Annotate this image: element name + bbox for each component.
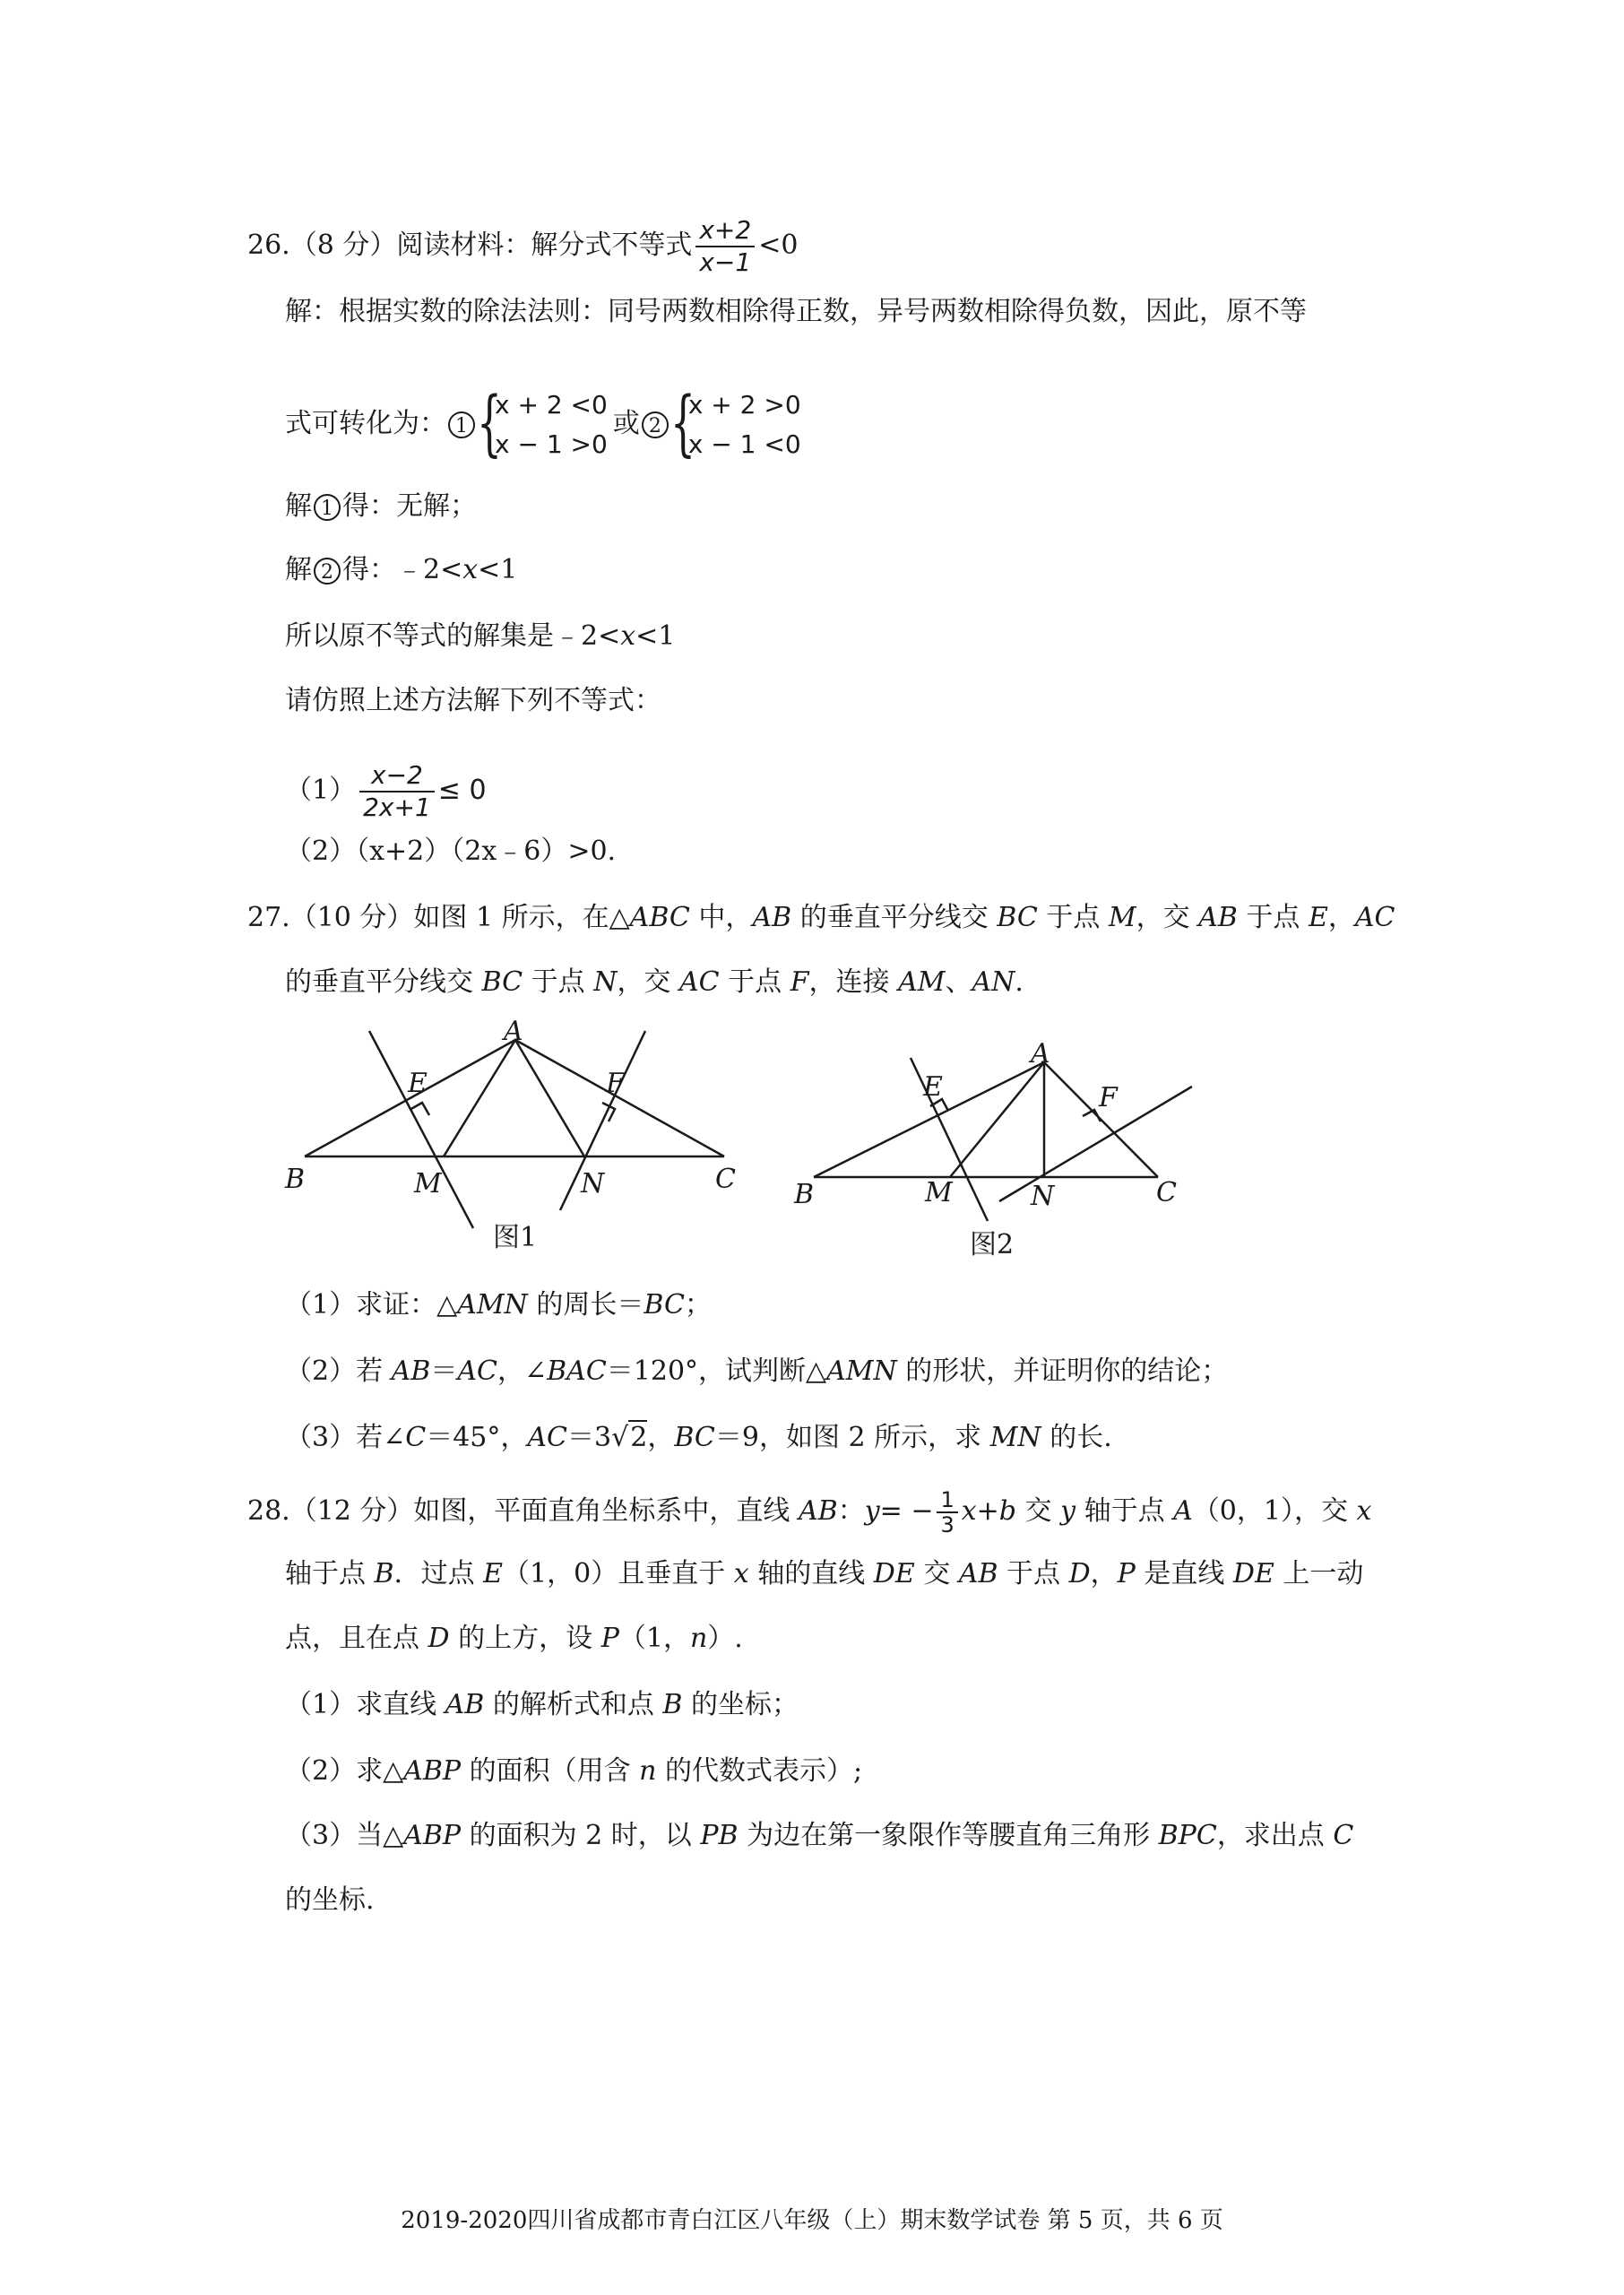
fig2-caption: 图2 bbox=[970, 1229, 1015, 1260]
fig1-label-C: C bbox=[715, 1164, 736, 1195]
q28-fraction: $\frac{1}{3}$ bbox=[937, 1488, 957, 1537]
circle-number-1: 1 bbox=[448, 411, 475, 438]
q28-line3: 点，且在点 D 的上方，设 P（1，n）. bbox=[285, 1623, 743, 1654]
q27-line2: 的垂直平分线交 BC 于点 N，交 AC 于点 F，连接 AM、AN. bbox=[285, 966, 1024, 998]
q26-instruction: 请仿照上述方法解下列不等式： bbox=[285, 685, 661, 716]
q26-header: 26.（8 分）阅读材料：解分式不等式 $\frac{x+2}{x-1}$ <0 bbox=[247, 215, 799, 277]
fig1-label-A: A bbox=[504, 1018, 523, 1047]
figure-1 bbox=[278, 1018, 744, 1269]
q28-part3: （3）当△ABP 的面积为 2 时，以 PB 为边在第一象限作等腰直角三角形 BPC，求出点 C bbox=[285, 1820, 1354, 1851]
fig2-label-A: A bbox=[1031, 1038, 1050, 1070]
page-footer: 2019-2020四川省成都市青白江区八年级（上）期末数学试卷 第 5 页，共 6 页 bbox=[401, 2207, 1223, 2234]
fig2-label-M: M bbox=[925, 1177, 953, 1208]
q28-part2: （2）求△ABP 的面积（用含 n 的代数式表示）; bbox=[285, 1755, 863, 1787]
q26-step1: 解 1 得：无解； bbox=[285, 490, 477, 522]
q28-line2: 轴于点 B．过点 E（1，0）且垂直于 x 轴的直线 DE 交 AB 于点 D，P 是直线 DE 上一动 bbox=[285, 1558, 1364, 1589]
q26-conclusion: 所以原不等式的解集是﹣2<x<1 bbox=[285, 620, 676, 652]
circle-number-2: 2 bbox=[642, 411, 669, 438]
inequality-system-1: { x + 2 <0 x − 1 >0 bbox=[477, 381, 608, 464]
q26-solution-line2: 式可转化为： 1 { x + 2 <0 x − 1 >0 或 2 { x + 2 >0 x − 1 <0 bbox=[285, 381, 801, 464]
q27-part2: （2）若 AB＝AC，∠BAC＝120°，试判断△AMN 的形状，并证明你的结论； bbox=[285, 1355, 1229, 1387]
fig1-label-B: B bbox=[285, 1164, 306, 1195]
q26-solution-line1: 解：根据实数的除法法则：同号两数相除得正数，异号两数相除得负数，因此，原不等 bbox=[285, 296, 1307, 327]
q26-fraction: $\frac{x+2}{x-1}$ bbox=[695, 215, 755, 278]
fig1-caption: 图1 bbox=[493, 1222, 538, 1253]
q28-line1: 28.（12 分）如图，平面直角坐标系中，直线 AB：y= − $\frac{1}{3}$ x+b 交 y 轴于点 A（0，1），交 x bbox=[247, 1487, 1372, 1537]
q26-part1-fraction: $\frac{x-2}{2x+1}$ bbox=[359, 760, 435, 823]
fig2-label-F: F bbox=[1099, 1082, 1118, 1113]
fig2-label-E: E bbox=[923, 1071, 943, 1103]
circle-number-2: 2 bbox=[314, 558, 341, 585]
fig2-label-C: C bbox=[1156, 1177, 1177, 1208]
circle-number-1: 1 bbox=[314, 494, 341, 521]
figure-2 bbox=[789, 1018, 1201, 1286]
fig1-label-E: E bbox=[408, 1068, 428, 1099]
fig1-label-N: N bbox=[581, 1168, 605, 1199]
fig1-label-M: M bbox=[414, 1168, 442, 1199]
q27-part3: （3）若∠C＝45°，AC＝3√2，BC＝9，如图 2 所示，求 MN 的长. bbox=[285, 1422, 1112, 1453]
inequality-system-2: { x + 2 >0 x − 1 <0 bbox=[669, 381, 801, 464]
q27-part1: （1）求证：△AMN 的周长＝BC； bbox=[285, 1289, 712, 1321]
q27-line1: 27.（10 分）如图 1 所示，在△ABC 中，AB 的垂直平分线交 BC 于点 M，交 AB 于点 E，AC bbox=[247, 902, 1395, 933]
q26-part1: （1） $\frac{x-2}{2x+1}$ ≤ 0 bbox=[285, 760, 487, 822]
fig2-label-B: B bbox=[794, 1179, 815, 1210]
q28-part1: （1）求直线 AB 的解析式和点 B 的坐标； bbox=[285, 1689, 799, 1720]
q26-part2: （2）（x+2）（2x﹣6）>0. bbox=[285, 836, 617, 867]
q26-step2: 解 2 得：﹣2<x<1 bbox=[285, 554, 518, 585]
q28-part3-continued: 的坐标. bbox=[285, 1884, 375, 1916]
fig2-label-N: N bbox=[1031, 1181, 1055, 1212]
fig1-label-F: F bbox=[606, 1068, 625, 1099]
